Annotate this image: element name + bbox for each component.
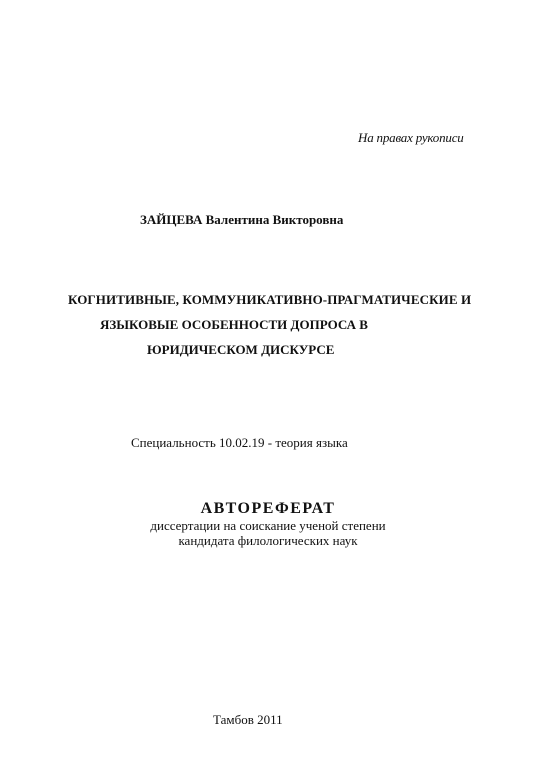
title-line-2: ЯЗЫКОВЫЕ ОСОБЕННОСТИ ДОПРОСА В (100, 317, 368, 332)
city-year: Тамбов 2011 (213, 712, 283, 727)
title-line-3: ЮРИДИЧЕСКОМ ДИСКУРСЕ (147, 342, 335, 357)
title-line-1: КОГНИТИВНЫЕ, КОММУНИКАТИВНО-ПРАГМАТИЧЕСКИЕ И (68, 292, 472, 307)
abstract-subtitle-line-1: диссертации на соискание ученой степени (150, 518, 386, 533)
abstract-heading: АВТОРЕФЕРАТ (200, 500, 336, 517)
manuscript-rights-note: На правах рукописи (358, 130, 464, 145)
author-name: ЗАЙЦЕВА Валентина Викторовна (140, 212, 344, 227)
specialty-line: Специальность 10.02.19 - теория языка (131, 435, 348, 450)
abstract-subtitle-line-2: кандидата филологических наук (178, 533, 358, 548)
